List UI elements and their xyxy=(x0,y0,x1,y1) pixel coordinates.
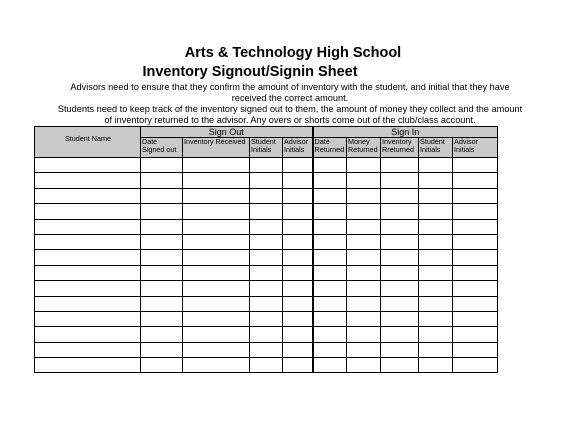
entry-cell[interactable] xyxy=(250,311,283,326)
entry-cell[interactable] xyxy=(141,219,183,234)
entry-cell[interactable] xyxy=(419,281,453,296)
entry-cell[interactable] xyxy=(419,358,453,373)
entry-cell[interactable] xyxy=(183,158,250,173)
entry-cell[interactable] xyxy=(35,358,141,373)
entry-cell[interactable] xyxy=(313,234,347,249)
student-instructions-line2: of inventory returned to the advisor. Any overs or shorts come out of the club/class account. xyxy=(104,115,476,125)
col-header-line1: Date xyxy=(314,137,330,146)
entry-cell[interactable] xyxy=(250,188,283,203)
entry-cell[interactable] xyxy=(313,265,347,280)
entry-cell[interactable] xyxy=(283,342,313,357)
table-row xyxy=(35,219,498,234)
entry-cell[interactable] xyxy=(183,250,250,265)
entry-cell[interactable] xyxy=(183,204,250,219)
col-header-line2: Initials xyxy=(284,145,305,154)
sign-in-col-header xyxy=(381,138,419,158)
entry-cell[interactable] xyxy=(35,234,141,249)
col-header-line2: Rreturned xyxy=(382,145,414,154)
entry-cell[interactable] xyxy=(183,173,250,188)
col-header-line1: Inventory xyxy=(382,137,412,146)
advisor-instructions xyxy=(0,82,580,104)
entry-cell[interactable] xyxy=(141,327,183,342)
entry-cell[interactable] xyxy=(183,265,250,280)
entry-cell[interactable] xyxy=(283,327,313,342)
table-row xyxy=(35,265,498,280)
entry-cell[interactable] xyxy=(250,265,283,280)
entry-cell[interactable] xyxy=(347,342,381,357)
entry-cell[interactable] xyxy=(250,250,283,265)
entry-cell[interactable] xyxy=(453,311,498,326)
entry-cell[interactable] xyxy=(453,204,498,219)
entry-cell[interactable] xyxy=(35,327,141,342)
entry-cell[interactable] xyxy=(381,188,419,203)
entry-cell[interactable] xyxy=(141,342,183,357)
entry-cell[interactable] xyxy=(250,173,283,188)
entry-cell[interactable] xyxy=(283,311,313,326)
school-title: Arts & Technology High School xyxy=(184,45,402,61)
entry-cell[interactable] xyxy=(141,234,183,249)
entry-cell[interactable] xyxy=(453,173,498,188)
entry-cell[interactable] xyxy=(419,265,453,280)
entry-cell[interactable] xyxy=(141,358,183,373)
col-header-line1: Date xyxy=(142,137,158,146)
entry-cell[interactable] xyxy=(381,173,419,188)
entry-cell[interactable] xyxy=(347,204,381,219)
sign-out-col-header xyxy=(183,138,250,158)
entry-cell[interactable] xyxy=(250,296,283,311)
entry-cell[interactable] xyxy=(453,342,498,357)
entry-cell[interactable] xyxy=(419,173,453,188)
entry-cell[interactable] xyxy=(141,311,183,326)
entry-cell[interactable] xyxy=(283,234,313,249)
entry-cell[interactable] xyxy=(183,342,250,357)
entry-cell[interactable] xyxy=(250,327,283,342)
col-header-line1: Advisor xyxy=(284,137,308,146)
entry-cell[interactable] xyxy=(419,342,453,357)
entry-cell[interactable] xyxy=(419,296,453,311)
entry-cell[interactable] xyxy=(141,188,183,203)
entry-cell[interactable] xyxy=(183,327,250,342)
sign-in-group-header: Sign In xyxy=(313,127,498,138)
entry-cell[interactable] xyxy=(313,173,347,188)
table-row xyxy=(35,158,498,173)
entry-cell[interactable] xyxy=(141,158,183,173)
entry-cell[interactable] xyxy=(347,311,381,326)
table-row xyxy=(35,358,498,373)
entry-cell[interactable] xyxy=(419,327,453,342)
entry-cell[interactable] xyxy=(381,219,419,234)
entry-cell[interactable] xyxy=(283,173,313,188)
entry-cell[interactable] xyxy=(141,296,183,311)
col-header-line2: Initials xyxy=(454,145,475,154)
entry-cell[interactable] xyxy=(183,234,250,249)
entry-cell[interactable] xyxy=(381,311,419,326)
entry-cell[interactable] xyxy=(183,296,250,311)
entry-cell[interactable] xyxy=(183,311,250,326)
entry-cell[interactable] xyxy=(453,296,498,311)
entry-cell[interactable] xyxy=(313,250,347,265)
entry-cell[interactable] xyxy=(347,358,381,373)
col-header-line1: Student xyxy=(420,137,445,146)
entry-cell[interactable] xyxy=(347,250,381,265)
entry-cell[interactable] xyxy=(313,204,347,219)
entry-cell[interactable] xyxy=(419,234,453,249)
sheet-title: Inventory Signout/Signin Sheet xyxy=(142,64,358,80)
entry-cell[interactable] xyxy=(419,219,453,234)
entry-cell[interactable] xyxy=(250,342,283,357)
entry-cell[interactable] xyxy=(283,281,313,296)
entry-cell[interactable] xyxy=(35,173,141,188)
entry-cell[interactable] xyxy=(35,219,141,234)
entry-cell[interactable] xyxy=(250,234,283,249)
table-row xyxy=(35,281,498,296)
table-row xyxy=(35,250,498,265)
entry-cell[interactable] xyxy=(283,219,313,234)
entry-cell[interactable] xyxy=(453,234,498,249)
entry-cell[interactable] xyxy=(313,158,347,173)
entry-cell[interactable] xyxy=(313,219,347,234)
entry-cell[interactable] xyxy=(35,281,141,296)
col-header-line1: Money xyxy=(348,137,370,146)
entry-cell[interactable] xyxy=(313,311,347,326)
table-row xyxy=(35,311,498,326)
advisor-instructions-line2: received the correct amount. xyxy=(231,93,349,103)
sign-in-col-header xyxy=(453,138,498,158)
entry-cell[interactable] xyxy=(419,158,453,173)
sign-in-col-header xyxy=(347,138,381,158)
entry-cell[interactable] xyxy=(183,281,250,296)
entry-cell[interactable] xyxy=(347,158,381,173)
student-name-header xyxy=(35,127,141,158)
entry-cell[interactable] xyxy=(347,173,381,188)
entry-cell[interactable] xyxy=(453,281,498,296)
sign-in-col-header xyxy=(419,138,453,158)
entry-cell[interactable] xyxy=(381,358,419,373)
entry-cell[interactable] xyxy=(381,234,419,249)
entry-cell[interactable] xyxy=(35,204,141,219)
entry-cell[interactable] xyxy=(381,281,419,296)
entry-cell[interactable] xyxy=(35,158,141,173)
entry-cell[interactable] xyxy=(453,219,498,234)
entry-cell[interactable] xyxy=(283,296,313,311)
col-header-line2: Initials xyxy=(420,145,441,154)
entry-cell[interactable] xyxy=(250,281,283,296)
entry-cell[interactable] xyxy=(183,219,250,234)
entry-cell[interactable] xyxy=(381,265,419,280)
col-header-line1: Advisor xyxy=(454,137,478,146)
table-row xyxy=(35,173,498,188)
advisor-instructions-line1: Advisors need to ensure that they confirm the amount of inventory with the student, and initial that they have xyxy=(70,82,510,92)
table-row xyxy=(35,327,498,342)
col-header-line2: Returned xyxy=(348,145,378,154)
table-row xyxy=(35,234,498,249)
entry-cell[interactable] xyxy=(419,311,453,326)
entry-cell[interactable] xyxy=(419,204,453,219)
entry-cell[interactable] xyxy=(283,358,313,373)
entry-cell[interactable] xyxy=(313,342,347,357)
entry-cell[interactable] xyxy=(347,281,381,296)
entry-cell[interactable] xyxy=(283,158,313,173)
student-instructions-line1: Students need to keep track of the inventory signed out to them, the amount of money they collect and the amount xyxy=(57,104,523,114)
entry-cell[interactable] xyxy=(35,311,141,326)
entry-cell[interactable] xyxy=(250,204,283,219)
entry-cell[interactable] xyxy=(35,265,141,280)
entry-cell[interactable] xyxy=(141,265,183,280)
entry-cell[interactable] xyxy=(313,327,347,342)
student-name-label: Student Name xyxy=(65,134,111,143)
entry-cell[interactable] xyxy=(453,188,498,203)
col-header-line2: Initials xyxy=(251,145,272,154)
entry-cell[interactable] xyxy=(347,219,381,234)
sign-out-col-header xyxy=(283,138,313,158)
entry-cell[interactable] xyxy=(453,158,498,173)
col-header-line1: Student xyxy=(251,137,276,146)
entry-cell[interactable] xyxy=(183,358,250,373)
table-row xyxy=(35,188,498,203)
entry-cell[interactable] xyxy=(313,188,347,203)
entry-cell[interactable] xyxy=(453,265,498,280)
inventory-table xyxy=(34,126,498,373)
sign-out-group-header: Sign Out xyxy=(141,127,313,138)
entry-cell[interactable] xyxy=(183,188,250,203)
table-row xyxy=(35,204,498,219)
entry-cell[interactable] xyxy=(35,296,141,311)
entry-cell[interactable] xyxy=(250,158,283,173)
entry-cell[interactable] xyxy=(283,265,313,280)
entry-cell[interactable] xyxy=(381,204,419,219)
entry-cell[interactable] xyxy=(313,296,347,311)
sign-out-col-header xyxy=(250,138,283,158)
entry-cell[interactable] xyxy=(283,204,313,219)
entry-cell[interactable] xyxy=(453,327,498,342)
entry-cell[interactable] xyxy=(347,296,381,311)
entry-cell[interactable] xyxy=(453,250,498,265)
entry-cell[interactable] xyxy=(381,296,419,311)
entry-cell[interactable] xyxy=(347,234,381,249)
entry-cell[interactable] xyxy=(313,358,347,373)
entry-cell[interactable] xyxy=(141,173,183,188)
student-instructions xyxy=(0,104,580,126)
entry-cell[interactable] xyxy=(283,188,313,203)
entry-cell[interactable] xyxy=(250,219,283,234)
col-header-line2: Signed out xyxy=(142,145,177,154)
col-header-line2: Inventory Received xyxy=(184,137,246,146)
entry-cell[interactable] xyxy=(347,265,381,280)
entry-cell[interactable] xyxy=(419,250,453,265)
entry-cell[interactable] xyxy=(141,250,183,265)
entry-cell[interactable] xyxy=(35,342,141,357)
sign-in-col-header xyxy=(313,138,347,158)
sign-out-col-header xyxy=(141,138,183,158)
entry-cell[interactable] xyxy=(347,327,381,342)
entry-cell[interactable] xyxy=(35,250,141,265)
entry-cell[interactable] xyxy=(381,250,419,265)
col-header-line2: Returned xyxy=(314,145,345,154)
entry-cell[interactable] xyxy=(347,188,381,203)
entry-cell[interactable] xyxy=(313,281,347,296)
table-row xyxy=(35,296,498,311)
entry-cell[interactable] xyxy=(381,327,419,342)
entry-cell[interactable] xyxy=(250,358,283,373)
entry-cell[interactable] xyxy=(381,342,419,357)
entry-cell[interactable] xyxy=(381,158,419,173)
entry-cell[interactable] xyxy=(141,204,183,219)
entry-cell[interactable] xyxy=(419,188,453,203)
entry-cell[interactable] xyxy=(35,188,141,203)
entry-cell[interactable] xyxy=(283,250,313,265)
entry-cell[interactable] xyxy=(141,281,183,296)
entry-cell[interactable] xyxy=(453,358,498,373)
table-row xyxy=(35,342,498,357)
